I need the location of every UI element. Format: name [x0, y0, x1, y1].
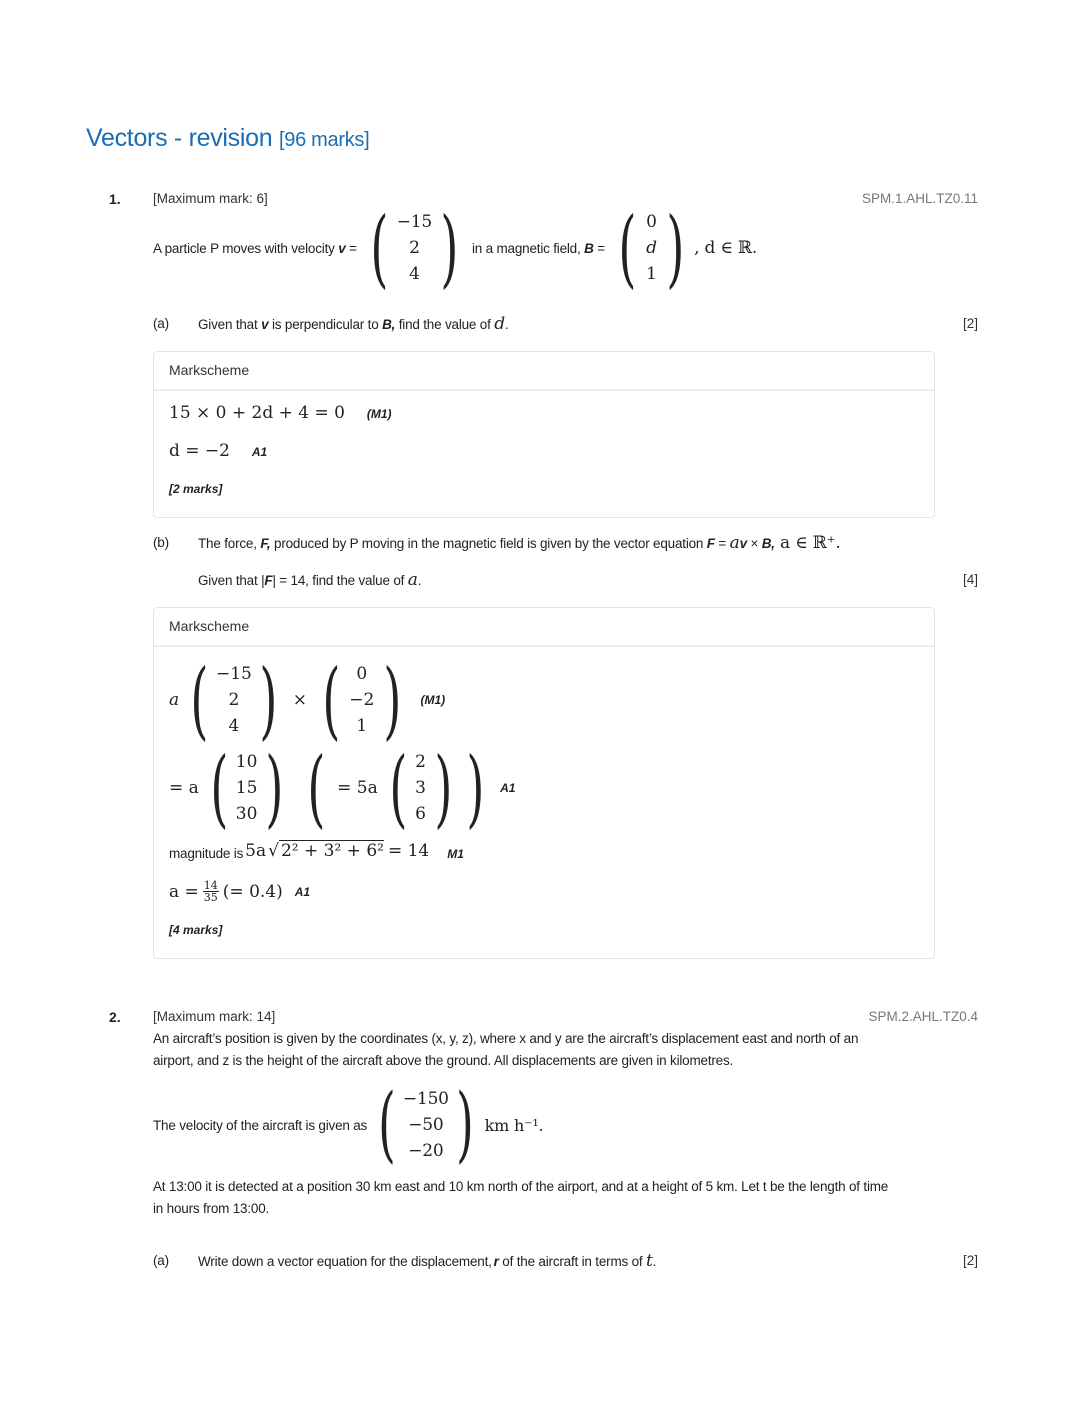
part-a-text	[198, 1251, 656, 1271]
markscheme-line	[169, 739, 516, 837]
vector-entry: d	[646, 238, 657, 258]
part-text: produced by P moving in the magnetic field is given by the vector equation	[274, 536, 704, 551]
math-expression: a =	[169, 881, 199, 902]
math-expression: a	[169, 690, 180, 710]
stem-text: in a magnetic field,	[471, 240, 581, 256]
sqrt-content: 2² + 3² + 6²	[280, 841, 384, 861]
vector-entry: 6	[415, 804, 426, 824]
outer-paren: (	[307, 739, 326, 837]
part-text: .	[417, 573, 422, 588]
vector-entry: −150	[402, 1089, 449, 1109]
fraction	[203, 880, 219, 903]
question-stem: airport, and z is the height of the aircraft above the ground. All displacements are given in kilometres.	[153, 1053, 734, 1068]
math-expression: ×	[292, 690, 307, 710]
award-mark: A1	[500, 781, 516, 795]
var-d: d	[494, 314, 505, 334]
part-text: ×	[746, 536, 762, 551]
award-mark: A1	[251, 445, 268, 459]
var-v: v	[739, 536, 747, 551]
part-text: Given that	[198, 317, 258, 332]
max-mark: [Maximum mark: 6]	[153, 191, 268, 206]
part-text: .	[652, 1254, 657, 1269]
math-expression: = a	[169, 778, 199, 798]
part-marks: [4]	[962, 572, 978, 587]
vector: ( 10 15 30 )	[210, 739, 283, 837]
vector-entry: 0	[646, 212, 657, 232]
part-a-text	[198, 314, 508, 334]
B-vector: ( 0 d 1 )	[618, 199, 685, 297]
var-v: v	[261, 317, 269, 332]
markscheme-line	[169, 651, 446, 749]
vector-entry: 0	[356, 664, 368, 684]
vector-entry: −20	[408, 1141, 444, 1161]
stem-text: A particle P moves with velocity	[153, 240, 335, 256]
part-text: =	[714, 536, 730, 551]
markscheme-line	[169, 880, 310, 903]
vector-entry: 2	[228, 690, 240, 710]
part-label: (a)	[153, 1253, 169, 1268]
vector-entry: −15	[215, 664, 252, 684]
fraction-numerator: 14	[203, 879, 218, 892]
markscheme-text: magnitude is	[169, 846, 244, 861]
part-label: (b)	[153, 535, 169, 550]
vector-entry: 4	[228, 716, 240, 736]
total-marks: [4 marks]	[169, 923, 223, 937]
math-expression: 5a	[245, 841, 267, 861]
vector-entry: 10	[235, 752, 258, 772]
outer-paren: )	[466, 739, 485, 837]
question-stem: in hours from 13:00.	[153, 1201, 270, 1216]
vector-entry: −2	[349, 690, 375, 710]
velocity-vector: ( −150 −50 −20 )	[378, 1077, 474, 1172]
markscheme-line	[169, 403, 392, 423]
part-text: Given that |	[198, 573, 265, 588]
question-stem: An aircraft’s position is given by the coordinates (x, y, z), where x and y are the aircraft’s displacement east and north of an	[153, 1031, 859, 1046]
title-text: Vectors - revision	[86, 124, 273, 152]
award-mark: A1	[294, 884, 311, 899]
markscheme-line	[169, 840, 464, 861]
velocity-text: The velocity of the aircraft is given as	[153, 1117, 368, 1133]
math-expression: 15 × 0 + 2d + 4 = 0	[169, 403, 345, 423]
vector-entry: 30	[235, 804, 258, 824]
vector: ( 2 3 6 )	[389, 739, 452, 837]
velocity-unit: km h⁻¹.	[484, 1115, 544, 1135]
max-mark: [Maximum mark: 14]	[153, 1009, 276, 1024]
part-text: of the aircraft in terms of	[502, 1254, 643, 1269]
part-text: Write down a vector equation for the displacement,	[198, 1254, 492, 1269]
stem-tail: , d ∈ ℝ.	[694, 238, 758, 258]
var-B: B,	[382, 317, 396, 332]
vector-entry: 15	[235, 778, 258, 798]
math-expression: = 5a	[337, 778, 378, 798]
part-text: is perpendicular to	[271, 317, 379, 332]
var-a: a	[729, 533, 740, 553]
vector-entry: −50	[408, 1115, 444, 1135]
vector-entry: 1	[356, 716, 368, 736]
var-F: F	[706, 536, 715, 551]
question-stem: At 13:00 it is detected at a position 30 km east and 10 km north of the airport, and at a height of 5 km. Let t be the length of time	[153, 1179, 889, 1194]
total-marks: [2 marks]	[169, 482, 223, 496]
question-stem	[153, 199, 758, 297]
vector-entry: 2	[415, 752, 426, 772]
var-r: r	[493, 1254, 499, 1269]
part-marks: [2]	[962, 1253, 978, 1268]
page-title	[86, 124, 369, 153]
markscheme-line	[169, 441, 267, 461]
question-number: 2.	[109, 1009, 121, 1025]
stem-v: v	[338, 240, 346, 256]
var-a: a	[407, 570, 418, 590]
stem-eq: =	[597, 240, 605, 256]
v-vector: ( −15 2 4 )	[370, 199, 459, 297]
part-b-text	[198, 533, 841, 553]
part-text: The force,	[198, 536, 257, 551]
part-b-text-2	[198, 570, 421, 590]
award-mark: (M1)	[420, 693, 446, 707]
award-mark: (M1)	[366, 407, 392, 421]
markscheme-box	[153, 607, 935, 959]
vector-entry: 2	[409, 238, 420, 258]
vector-entry: 3	[415, 778, 426, 798]
part-label: (a)	[153, 316, 169, 331]
markscheme-header[interactable]: Markscheme	[154, 352, 934, 391]
math-expression: = 14	[387, 841, 430, 861]
part-text: find the value of	[398, 317, 491, 332]
var-t: t	[646, 1251, 653, 1271]
question-reference: SPM.1.AHL.TZ0.11	[861, 191, 978, 206]
velocity-statement	[153, 1077, 544, 1172]
var-F: F,	[260, 536, 271, 551]
part-text: .	[504, 317, 509, 332]
fraction-denominator: 35	[203, 891, 218, 904]
vector-entry: −15	[396, 212, 433, 232]
vector: ( −15 2 4 )	[190, 651, 278, 749]
part-marks: [2]	[962, 316, 978, 331]
sqrt-sign: √	[268, 841, 279, 861]
question-reference: SPM.2.AHL.TZ0.4	[868, 1009, 978, 1024]
title-marks: [96 marks]	[279, 129, 370, 151]
vector: ( 0 −2 1 )	[322, 651, 402, 749]
var-F: F	[264, 573, 273, 588]
part-text: a ∈ ℝ⁺.	[774, 533, 841, 553]
part-text: | = 14, find the value of	[272, 573, 405, 588]
award-mark: M1	[447, 847, 464, 861]
math-expression: (= 0.4)	[222, 881, 283, 902]
math-expression: d = −2	[169, 441, 230, 461]
stem-B: B	[584, 240, 594, 256]
question-number: 1.	[109, 191, 121, 207]
markscheme-header[interactable]: Markscheme	[154, 608, 934, 647]
vector-entry: 1	[646, 264, 657, 284]
stem-eq: =	[349, 240, 357, 256]
markscheme-box	[153, 351, 935, 518]
var-B: B,	[761, 536, 775, 551]
vector-entry: 4	[409, 264, 420, 284]
